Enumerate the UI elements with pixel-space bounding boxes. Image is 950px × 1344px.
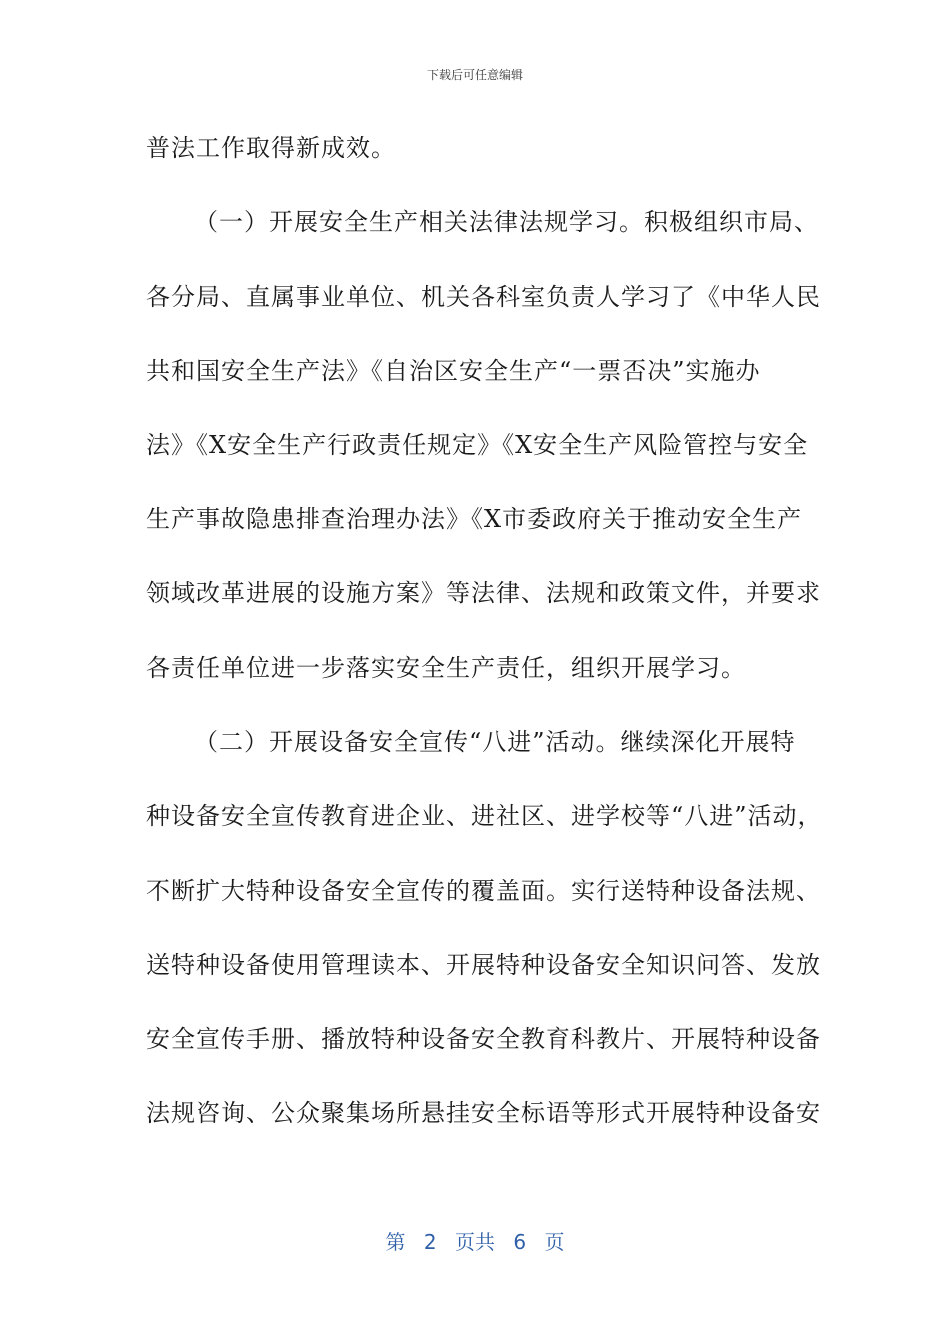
- text-line: （二）开展设备安全宣传“八进”活动。继续深化开展特: [194, 728, 796, 756]
- text-line: 普法工作取得新成效。: [146, 134, 396, 162]
- text-line: 领域改革进展的设施方案》等法律、法规和政策文件，并要求: [146, 579, 821, 607]
- text-line: （一）开展安全生产相关法律法规学习。积极组织市局、: [194, 208, 819, 236]
- page-mid: 页共: [455, 1230, 495, 1254]
- text-line: 各责任单位进一步落实安全生产责任，组织开展学习。: [146, 654, 746, 682]
- text-line: 种设备安全宣传教育进企业、进社区、进学校等“八进”活动，: [146, 802, 823, 830]
- text-line: 共和国安全生产法》《自治区安全生产“一票否决”实施办: [146, 357, 761, 385]
- text-line: 生产事故隐患排查治理办法》《X市委政府关于推动安全生产: [146, 505, 803, 533]
- page-number-footer: [0, 1226, 950, 1255]
- header-note: 下载后可任意编辑: [426, 68, 523, 82]
- page-prefix: 第: [385, 1230, 406, 1254]
- text-line: 不断扩大特种设备安全宣传的覆盖面。实行送特种设备法规、: [146, 877, 821, 905]
- text-line: 法规咨询、公众聚集场所悬挂安全标语等形式开展特种设备安: [146, 1099, 821, 1127]
- text-line: 法》《X安全生产行政责任规定》《X安全生产风险管控与安全: [146, 431, 809, 459]
- page-current: 2: [423, 1230, 437, 1254]
- text-line: 各分局、直属事业单位、机关各科室负责人学习了《中华人民: [146, 283, 821, 311]
- text-line: 送特种设备使用管理读本、开展特种设备安全知识问答、发放: [146, 951, 821, 979]
- page-suffix: 页: [544, 1230, 565, 1254]
- text-line: 安全宣传手册、播放特种设备安全教育科教片、开展特种设备: [146, 1025, 821, 1053]
- page-total: 6: [513, 1230, 527, 1254]
